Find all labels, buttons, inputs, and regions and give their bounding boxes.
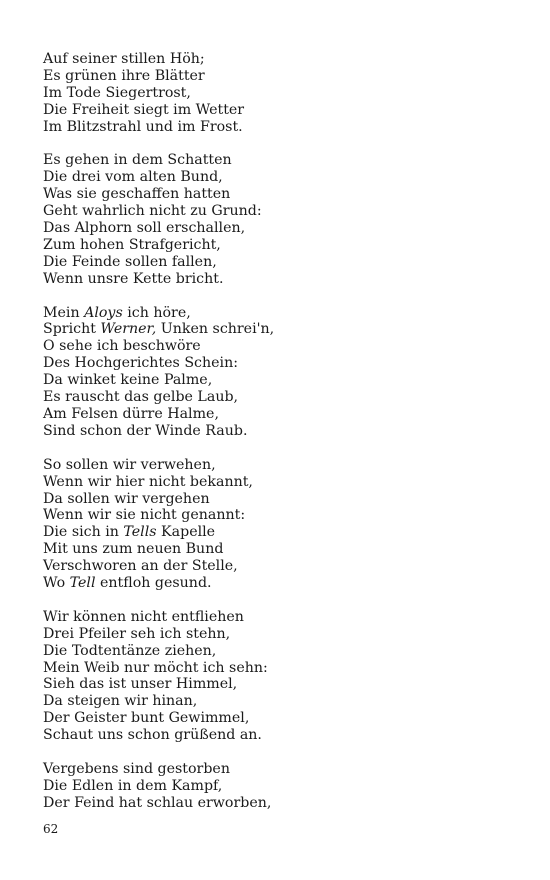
line-text: Zum hohen Strafgericht, xyxy=(43,236,221,253)
line-text: Da winket keine Palme, xyxy=(43,372,213,389)
line-text: Die Todtentänze ziehen, xyxy=(43,642,217,659)
poem-line xyxy=(43,237,513,254)
poem-line xyxy=(43,186,513,203)
line-text: O sehe ich beschwöre xyxy=(43,338,201,355)
poem-line xyxy=(43,609,513,626)
poem-line xyxy=(43,558,513,575)
line-text: Im Tode Siegertrost, xyxy=(43,84,191,101)
line-text: Unken schrei'n, xyxy=(156,321,275,338)
poem-line xyxy=(43,271,513,288)
poem-line xyxy=(43,355,513,372)
poem-line xyxy=(43,643,513,660)
poem-line xyxy=(43,693,513,710)
line-text: Verschworen an der Stelle, xyxy=(43,558,238,575)
stanza xyxy=(43,609,513,744)
line-text: Die drei vom alten Bund, xyxy=(43,169,223,186)
line-text: Die Edlen in dem Kampf, xyxy=(43,777,223,794)
line-text: Was sie geschaffen hatten xyxy=(43,186,231,203)
poem-line xyxy=(43,372,513,389)
line-text: Auf seiner stillen Höh; xyxy=(43,51,205,67)
italic-name: Werner, xyxy=(100,321,157,338)
poem-line xyxy=(43,541,513,558)
poem-line xyxy=(43,575,513,592)
poem-line xyxy=(43,152,513,169)
line-text: Wenn wir sie nicht genannt: xyxy=(43,507,246,524)
line-text: Geht wahrlich nicht zu Grund: xyxy=(43,203,262,220)
line-text: Es rauscht das gelbe Laub, xyxy=(43,389,239,406)
poem-line xyxy=(43,778,513,795)
line-text: Sind schon der Winde Raub. xyxy=(43,422,248,439)
line-text: Es grünen ihre Blätter xyxy=(43,67,205,84)
poem-line xyxy=(43,321,513,338)
line-text: So sollen wir verwehen, xyxy=(43,456,216,473)
italic-name: Tells xyxy=(123,524,157,541)
poem-line xyxy=(43,795,513,812)
poem-line xyxy=(43,626,513,643)
poem-text xyxy=(43,51,513,829)
italic-name: Tell xyxy=(69,575,96,592)
italic-name: Aloys xyxy=(84,304,123,321)
poem-line xyxy=(43,761,513,778)
poem-line xyxy=(43,338,513,355)
poem-line xyxy=(43,524,513,541)
poem-line xyxy=(43,423,513,440)
poem-line xyxy=(43,727,513,744)
poem-line xyxy=(43,169,513,186)
poem-line xyxy=(43,51,513,68)
poem-line xyxy=(43,68,513,85)
poem-line xyxy=(43,85,513,102)
stanza xyxy=(43,152,513,287)
poem-line xyxy=(43,710,513,727)
poem-line xyxy=(43,389,513,406)
line-text: Wenn wir hier nicht bekannt, xyxy=(43,473,253,490)
line-text: Mein xyxy=(43,304,85,321)
line-text: Wir können nicht entfliehen xyxy=(43,608,244,625)
line-text: Drei Pfeiler seh ich stehn, xyxy=(43,625,231,642)
line-text: Die sich in xyxy=(43,524,124,541)
line-text: Da steigen wir hinan, xyxy=(43,693,198,710)
poem-line xyxy=(43,491,513,508)
line-text: Sieh das ist unser Himmel, xyxy=(43,676,238,693)
line-text: Das Alphorn soll erschallen, xyxy=(43,220,246,237)
poem-line xyxy=(43,102,513,119)
poem-line xyxy=(43,305,513,322)
line-text: ich höre, xyxy=(122,304,191,321)
stanza xyxy=(43,457,513,592)
stanza xyxy=(43,51,513,136)
line-text: Schaut uns schon grüßend an. xyxy=(43,727,262,744)
poem-line xyxy=(43,406,513,423)
line-text: Mein Weib nur möcht ich sehn: xyxy=(43,659,268,676)
poem-line xyxy=(43,203,513,220)
poem-line xyxy=(43,676,513,693)
line-text: Des Hochgerichtes Schein: xyxy=(43,355,238,372)
poem-line xyxy=(43,457,513,474)
poem-line xyxy=(43,474,513,491)
poem-line xyxy=(43,119,513,136)
line-text: Es gehen in dem Schatten xyxy=(43,152,232,169)
line-text: Mit uns zum neuen Bund xyxy=(43,541,224,558)
line-text: Wo xyxy=(43,575,70,592)
line-text: Die Feinde sollen fallen, xyxy=(43,253,217,270)
line-text: Der Feind hat schlau erworben, xyxy=(43,794,272,811)
line-text: entfloh gesund. xyxy=(95,575,212,592)
stanza xyxy=(43,305,513,440)
line-text: Da sollen wir vergehen xyxy=(43,490,210,507)
poem-line xyxy=(43,220,513,237)
line-text: Spricht xyxy=(43,321,101,338)
page-number: 62 xyxy=(43,822,59,836)
line-text: Kapelle xyxy=(156,524,216,541)
poem-line xyxy=(43,254,513,271)
poem-line xyxy=(43,660,513,677)
line-text: Der Geister bunt Gewimmel, xyxy=(43,710,250,727)
stanza xyxy=(43,761,513,812)
line-text: Im Blitzstrahl und im Frost. xyxy=(43,118,243,135)
line-text: Vergebens sind gestorben xyxy=(43,760,230,777)
line-text: Am Felsen dürre Halme, xyxy=(43,406,219,422)
line-text: Wenn unsre Kette bricht. xyxy=(43,270,224,287)
poem-line xyxy=(43,507,513,524)
line-text: Die Freiheit siegt im Wetter xyxy=(43,101,245,118)
